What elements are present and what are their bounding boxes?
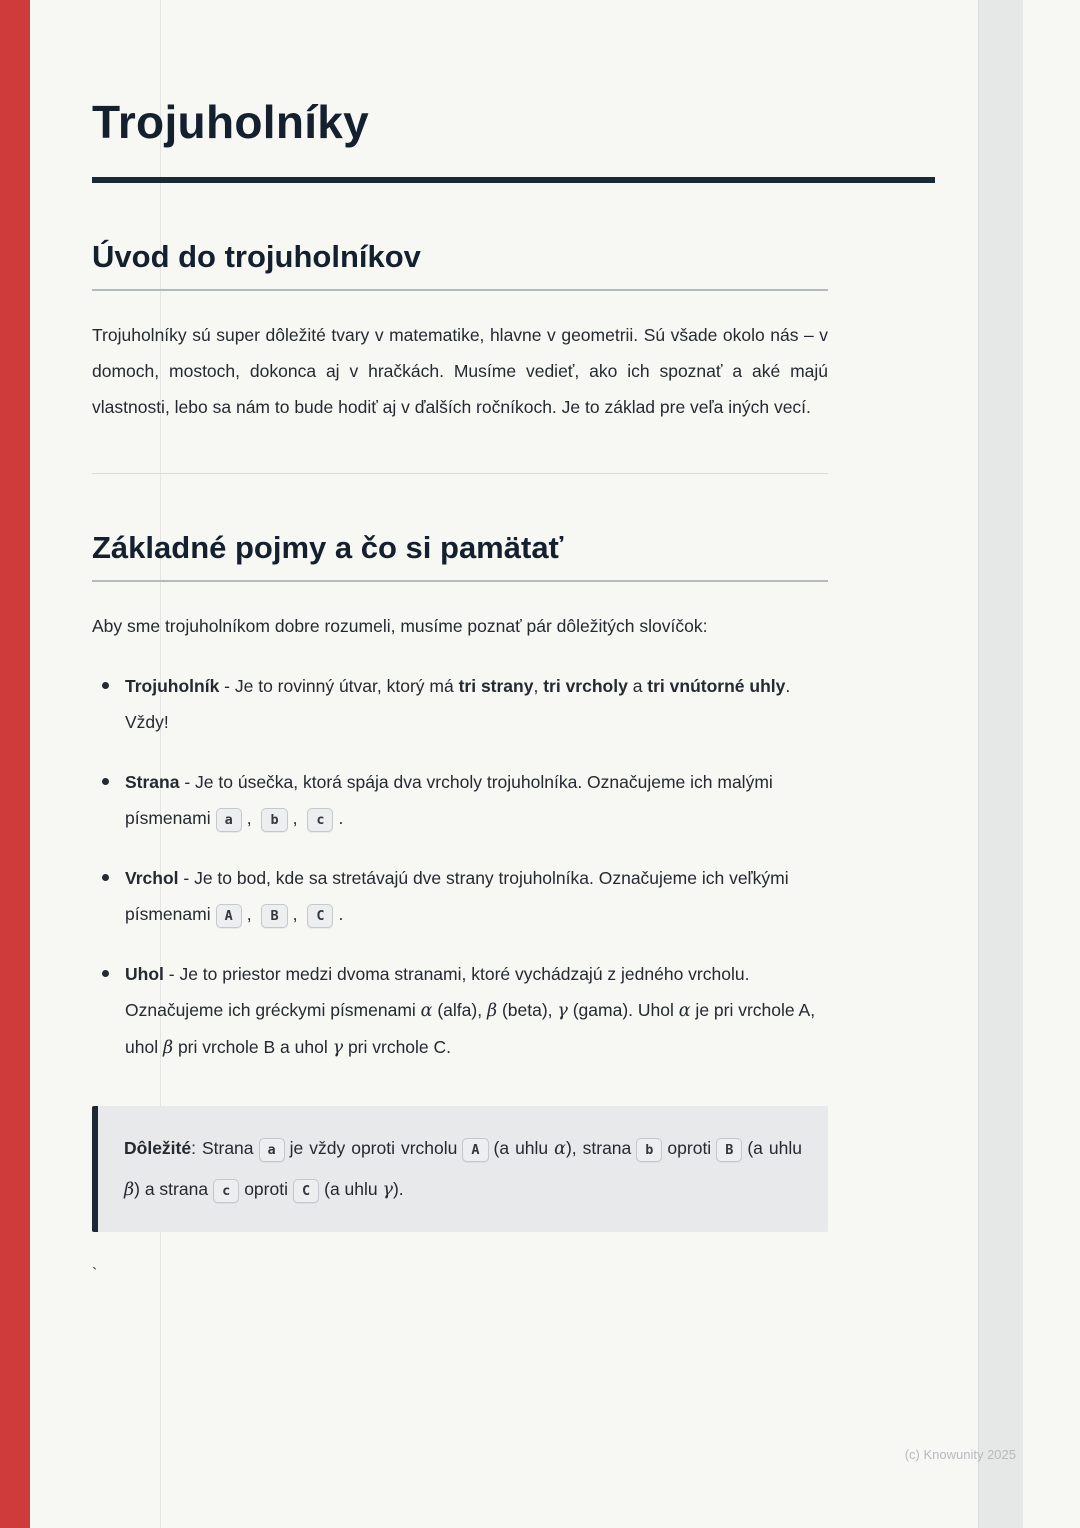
code-chip-b: b: [261, 808, 287, 832]
greek-beta: β: [124, 1180, 135, 1200]
document-content: [92, 0, 935, 1284]
right-page-edge: [978, 0, 1023, 1528]
intro-paragraph: Trojuholníky sú super dôležité tvary v matematike, hlavne v geometrii. Sú všade okolo nás – v domoch, mostoch, dokonca aj v hračkách. Musíme vedieť, ako ich spoznať a aké majú vlastnosti, lebo sa nám to bude hodiť aj v ďalších ročníkoch. Je to základ pre veľa iných vecí.: [92, 325, 828, 417]
callout-label: Dôležité: [124, 1138, 192, 1158]
text-run: -: [219, 676, 235, 696]
text-run: . Vždy!: [125, 676, 791, 732]
greek-beta: β: [486, 1001, 498, 1021]
title-underline: [92, 177, 935, 183]
code-chip-c: c: [307, 808, 333, 832]
greek-gamma: γ: [332, 1038, 344, 1058]
text-run: a: [627, 676, 648, 696]
section-basics-heading: Základné pojmy a čo si pamätať: [92, 530, 564, 565]
term-label: Vrchol: [125, 868, 179, 888]
text-run: (beta),: [497, 1000, 558, 1020]
greek-gamma: γ: [382, 1180, 393, 1200]
term-label: Trojuholník: [125, 676, 220, 696]
section-basics: [92, 530, 935, 1284]
term-label: Strana: [125, 772, 180, 792]
text-run: pri vrchole C.: [343, 1037, 452, 1057]
text-run: -: [179, 772, 196, 792]
code-chip-A: A: [216, 904, 242, 928]
list-item-strana: [92, 764, 828, 836]
text-run: (a uhlu: [493, 1138, 555, 1158]
section-basics-rule: [92, 580, 828, 582]
bold-text: tri vnútorné uhly: [647, 676, 786, 696]
text-run: (a uhlu: [747, 1138, 802, 1158]
term-list: [92, 668, 828, 1066]
text-run: (alfa),: [432, 1000, 487, 1020]
code-chip-b: b: [636, 1138, 662, 1162]
code-chip-B: B: [716, 1138, 742, 1162]
code-chip-a: a: [259, 1138, 285, 1162]
left-accent-bar: [0, 0, 30, 1528]
text-run: -: [178, 868, 195, 888]
text-run: ,: [533, 676, 544, 696]
greek-alpha: α: [678, 1001, 691, 1021]
list-item-trojuholnik: [92, 668, 828, 740]
section-intro-rule: [92, 289, 828, 291]
greek-alpha: α: [554, 1139, 566, 1159]
greek-beta: β: [162, 1038, 174, 1058]
text-run: ,: [246, 904, 257, 924]
text-run: oproti: [667, 1138, 712, 1158]
list-item-uhol: [92, 956, 828, 1066]
text-run: Je to rovinný útvar, ktorý má: [234, 676, 459, 696]
text-run: ,: [292, 904, 303, 924]
important-callout: [92, 1106, 828, 1232]
copyright-footer: (c) Knowunity 2025: [904, 1447, 1016, 1462]
bold-text: tri strany: [458, 676, 534, 696]
text-run: Je to úsečka, ktorá spája dva vrcholy trojuholníka. Označujeme ich malými písmenami: [125, 772, 773, 828]
text-run: (a uhlu: [324, 1179, 383, 1199]
code-chip-a: a: [216, 808, 242, 832]
list-item-vrchol: [92, 860, 828, 932]
section-divider: [92, 473, 828, 474]
term-label: Uhol: [125, 964, 164, 984]
text-run: ) a strana: [134, 1179, 209, 1199]
text-run: ), strana: [565, 1138, 632, 1158]
code-chip-B: B: [261, 904, 287, 928]
page-title: Trojuholníky: [92, 96, 370, 148]
text-run: ).: [392, 1179, 404, 1199]
section-intro: [92, 239, 935, 425]
text-run: (gama). Uhol: [567, 1000, 679, 1020]
section-intro-heading: Úvod do trojuholníkov: [92, 239, 421, 274]
code-chip-C: C: [307, 904, 333, 928]
stray-backtick-character: `: [92, 1266, 98, 1283]
text-run: je pri vrchole A, uhol: [125, 1000, 816, 1057]
text-run: pri vrchole B a uhol: [173, 1037, 333, 1057]
text-run: : Strana: [191, 1138, 254, 1158]
text-run: .: [338, 904, 344, 924]
text-run: ,: [292, 808, 303, 828]
bold-text: tri vrcholy: [543, 676, 628, 696]
text-run: -: [163, 964, 180, 984]
code-chip-c: c: [213, 1179, 239, 1203]
code-chip-A: A: [462, 1138, 488, 1162]
text-run: je vždy oproti vrcholu: [289, 1138, 458, 1158]
basics-lead-paragraph: Aby sme trojuholníkom dobre rozumeli, musíme poznať pár dôležitých slovíčok:: [92, 616, 708, 636]
greek-alpha: α: [420, 1001, 433, 1021]
text-run: ,: [246, 808, 257, 828]
text-run: Je to bod, kde sa stretávajú dve strany trojuholníka. Označujeme ich veľkými písmenami: [125, 868, 789, 924]
text-run: oproti: [244, 1179, 288, 1199]
code-chip-C: C: [293, 1179, 319, 1203]
greek-gamma: γ: [557, 1001, 568, 1021]
text-run: .: [338, 808, 344, 828]
text-run: Je to priestor medzi dvoma stranami, ktoré vychádzajú z jedného vrcholu. Označujeme ich gréckymi písmenami: [125, 964, 750, 1020]
